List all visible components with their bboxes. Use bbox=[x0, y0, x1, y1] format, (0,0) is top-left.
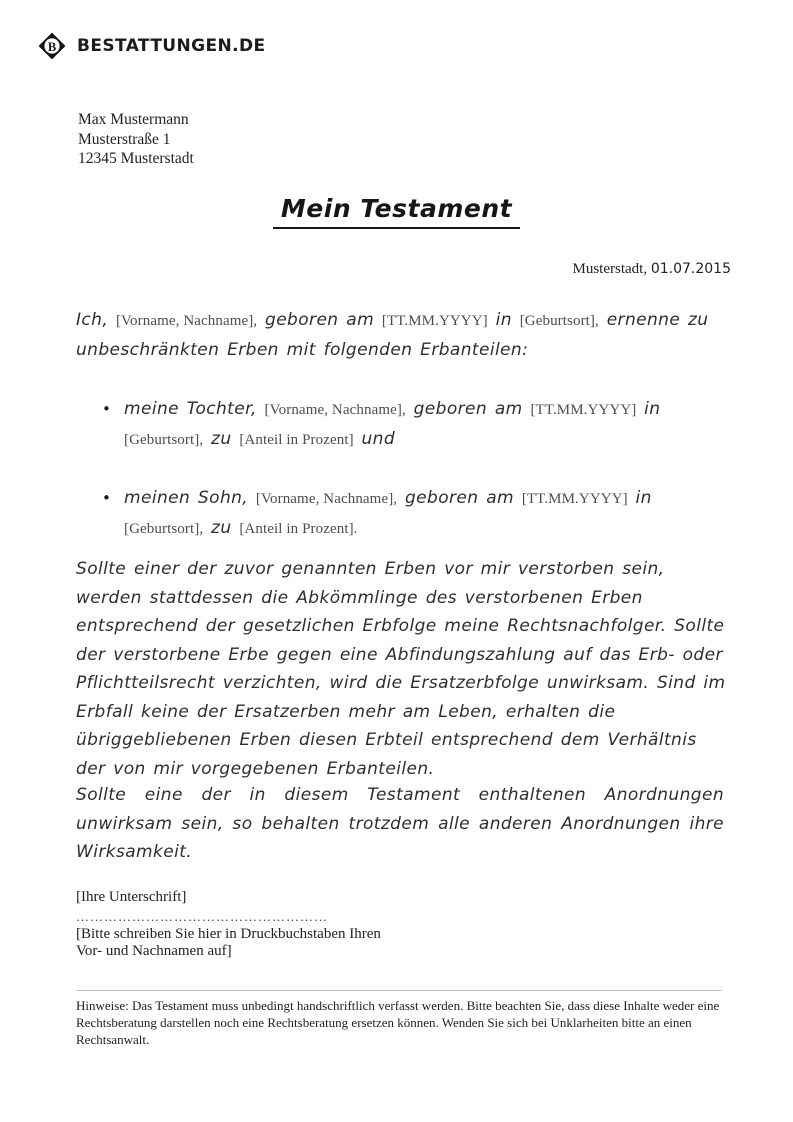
placeholder-birthplace: [Geburtsort], bbox=[124, 520, 204, 537]
paragraph-severability: Sollte eine der in diesem Testament enthaltenen Anordnungen unwirksam sein, so behalten trotzdem alle anderen Anordnungen ihre Wirksamkeit. bbox=[76, 785, 724, 862]
signature-dotted-line: ……………………………………………… bbox=[76, 909, 328, 924]
placeholder-name: [Vorname, Nachname], bbox=[264, 402, 406, 418]
brand-name: BESTATTUNGEN.DE bbox=[77, 36, 266, 56]
list-item-son bbox=[76, 484, 728, 543]
heir-son-text bbox=[124, 484, 728, 543]
placeholder-birthdate: [TT.MM.YYYY] bbox=[521, 491, 628, 507]
heir-text: geboren am bbox=[397, 488, 522, 508]
heir-daughter-text bbox=[124, 395, 728, 454]
bullet-icon: • bbox=[102, 489, 111, 507]
brand-icon-letter: B bbox=[47, 39, 57, 54]
signature-block bbox=[76, 889, 381, 959]
brand-diamond-icon bbox=[36, 30, 68, 62]
placeholder-birthplace: [Geburtsort], bbox=[519, 313, 599, 329]
heir-text: zu bbox=[203, 428, 240, 449]
heir-text: zu bbox=[203, 517, 240, 538]
sender-street: Musterstraße 1 bbox=[78, 130, 171, 148]
brand-logo bbox=[36, 30, 266, 62]
placeholder-share: [Anteil in Prozent]. bbox=[239, 520, 358, 537]
list-item-daughter bbox=[76, 395, 728, 454]
paragraph-substitute-heirs: Sollte einer der zuvor genannten Erben vor mir verstorben sein, werden stattdessen die Abkömmlinge des verstorbenen Erben entsprechend der gesetzlichen Erbfolge meine Rechtsnachfolger. Sollte der verstorbene Erbe gegen eine Abfindungszahlung auf das Erb- oder Pflichtteilsrecht verzichten, wird die Ersatzerbfolge unwirksam. Sind im Erbfall keine der Ersatzerben mehr am Leben, erhalten die übriggebliebenen Erben diesen Erbteil entsprechend dem Verhältnis der von mir vorgegebenen Erbanteilen. bbox=[76, 559, 726, 779]
dateline-place: Musterstadt, bbox=[572, 261, 648, 277]
placeholder-name: [Vorname, Nachname], bbox=[255, 491, 398, 507]
intro-text: geboren am bbox=[257, 310, 382, 330]
placeholder-share: [Anteil in Prozent] bbox=[239, 431, 354, 448]
heir-text: meine Tochter, bbox=[124, 399, 265, 419]
intro-paragraph bbox=[76, 306, 728, 364]
bullet-icon: • bbox=[102, 400, 111, 418]
heir-text: geboren am bbox=[405, 399, 531, 419]
placeholder-birthplace: [Geburtsort], bbox=[124, 431, 204, 448]
placeholder-name: [Vorname, Nachname], bbox=[115, 313, 258, 329]
placeholder-birthdate: [TT.MM.YYYY] bbox=[381, 313, 488, 329]
heirs-list bbox=[76, 395, 728, 573]
intro-text: Ich, bbox=[76, 310, 116, 330]
heir-text: in bbox=[636, 399, 661, 419]
signature-note-line1: [Bitte schreiben Sie hier in Druckbuchstaben Ihren bbox=[76, 926, 381, 942]
sender-name: Max Mustermann bbox=[78, 111, 189, 128]
signature-note-line2: Vor- und Nachnamen auf] bbox=[76, 942, 232, 959]
sender-city: 12345 Musterstadt bbox=[78, 150, 194, 167]
page-title: Mein Testament bbox=[273, 194, 520, 229]
heir-text: in bbox=[627, 488, 652, 508]
title-wrap bbox=[0, 194, 793, 229]
intro-text: ernenne zu unbeschränkten Erben mit folgenden Erbanteilen: bbox=[76, 310, 709, 360]
intro-text: in bbox=[487, 310, 520, 330]
signature-label: [Ihre Unterschrift] bbox=[76, 889, 187, 905]
footer-divider bbox=[76, 990, 722, 991]
dateline-date: 01.07.2015 bbox=[650, 261, 731, 277]
dateline bbox=[573, 261, 732, 278]
placeholder-birthdate: [TT.MM.YYYY] bbox=[530, 402, 637, 418]
sender-address bbox=[78, 110, 194, 169]
heir-text: und bbox=[353, 428, 396, 449]
heir-text: meinen Sohn, bbox=[124, 488, 256, 508]
legal-footnote: Hinweise: Das Testament muss unbedingt handschriftlich verfasst werden. Bitte beachten Sie, dass diese Inhalte weder eine Rechtsberatung darstellen noch eine Rechtsberatung ersetzen können. Wenden Sie sich bei Unklarheiten bitte an einen Rechtsanwalt. bbox=[76, 998, 720, 1047]
